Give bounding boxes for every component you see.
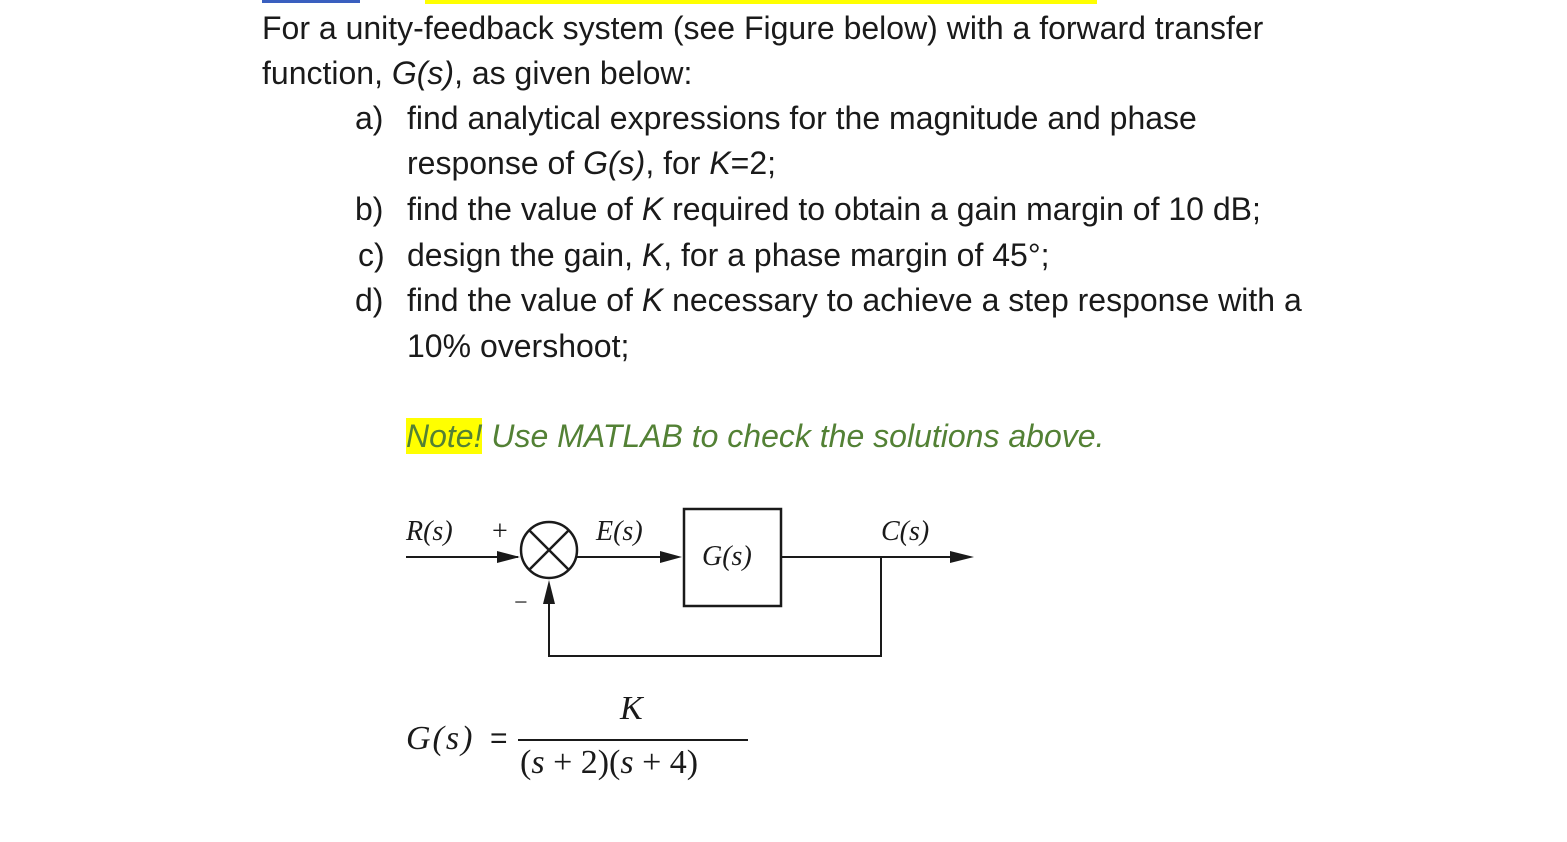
summing-junction xyxy=(521,522,577,578)
item-c-suffix: , for a phase margin of 45°; xyxy=(663,237,1050,273)
error-arrowhead xyxy=(660,551,682,563)
den-part-4: + 4) xyxy=(633,744,699,781)
input-arrowhead xyxy=(497,551,520,563)
equation-equals: = xyxy=(490,722,508,755)
item-b-suffix: required to obtain a gain margin of 10 dB; xyxy=(663,191,1261,227)
minus-sign: − xyxy=(514,590,528,616)
intro-gs: G(s) xyxy=(391,55,455,91)
equation-lhs: G(s) xyxy=(406,720,475,757)
intro-prefix: function, xyxy=(262,55,392,91)
item-b-k: K xyxy=(641,191,664,227)
output-label: C(s) xyxy=(881,516,930,547)
note-text: Use MATLAB to check the solutions above. xyxy=(482,418,1105,454)
item-d-k: K xyxy=(641,282,664,318)
item-a-prefix: response of xyxy=(407,145,584,181)
item-b-prefix: find the value of xyxy=(407,191,642,227)
plant-label: G(s) xyxy=(702,541,752,572)
input-label: R(s) xyxy=(406,516,453,547)
den-part-2: + 2)( xyxy=(544,744,621,781)
den-part-1: s xyxy=(531,744,545,781)
item-a-gs: G(s) xyxy=(583,145,646,181)
item-a-suffix: =2; xyxy=(730,145,777,181)
error-label: E(s) xyxy=(596,516,643,547)
item-d-line2: 10% overshoot; xyxy=(407,328,630,364)
item-a-mid: , for xyxy=(645,145,710,181)
output-arrowhead xyxy=(950,551,974,563)
equation-numerator: K xyxy=(620,690,643,727)
item-c-prefix: design the gain, xyxy=(407,237,642,273)
item-b-label: b) xyxy=(355,191,384,227)
den-part-0: ( xyxy=(520,744,532,781)
feedback-arrowhead xyxy=(543,580,555,604)
item-d-prefix: find the value of xyxy=(407,282,642,318)
item-a-k: K xyxy=(709,145,731,181)
item-d-suffix: necessary to achieve a step response with a xyxy=(663,282,1302,318)
item-d-label: d) xyxy=(355,282,384,318)
intro-line-1: For a unity-feedback system (see Figure below) with a forward transfer xyxy=(262,10,1264,46)
item-c-k: K xyxy=(641,237,664,273)
den-part-3: s xyxy=(620,744,634,781)
note-highlight: Note! xyxy=(406,418,483,454)
equation-denominator xyxy=(520,744,698,782)
fraction-bar xyxy=(518,739,748,741)
plus-sign: + xyxy=(492,516,508,547)
item-a-label: a) xyxy=(355,100,384,136)
intro-suffix: , as given below: xyxy=(454,55,693,91)
item-a-line1: find analytical expressions for the magnitude and phase xyxy=(407,100,1197,136)
item-c-label: c) xyxy=(358,237,385,273)
